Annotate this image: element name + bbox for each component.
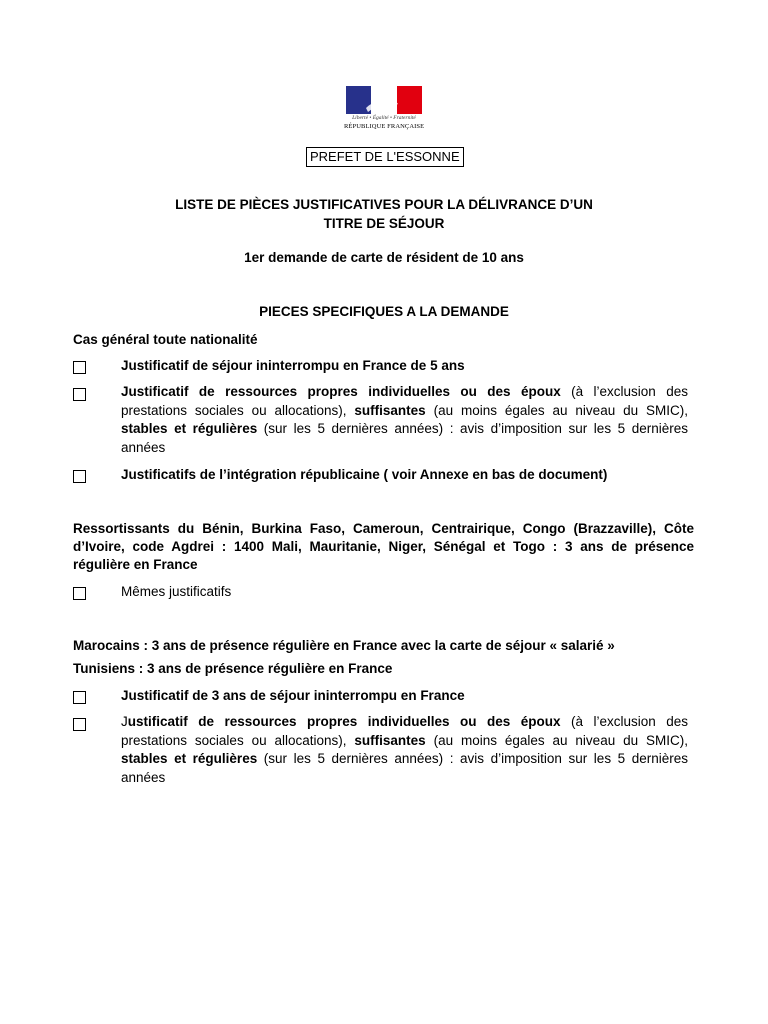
document-subtitle: 1er demande de carte de résident de 10 ans: [244, 250, 524, 265]
item-text: (sur les 5 dernières années) : avis d’imposition sur les 5 dernières années: [121, 751, 688, 785]
cas-general-item-1: Justificatif de séjour ininterrompu en France de 5 ans: [121, 358, 465, 373]
cas-general-heading: Cas général toute nationalité: [73, 332, 258, 347]
checkbox-cas-general-3[interactable]: [73, 470, 86, 483]
ressortissants-heading: Ressortissants du Bénin, Burkina Faso, Cameroun, Centrairique, Congo (Brazzaville), Côte d’Ivoire, code Agdrei : 1400 Mali, Mauritanie, Niger, Sénégal et Togo : 3 ans de présence régulière en France: [73, 521, 694, 572]
section-title: PIECES SPECIFIQUES A LA DEMANDE: [259, 304, 509, 319]
item-text: (à l’exclusion des prestations sociales ou allocations),: [121, 384, 688, 418]
maghreb-item-1: Justificatif de 3 ans de séjour ininterrompu en France: [121, 688, 465, 703]
cas-general-item-2: [121, 383, 688, 457]
title-line-2: TITRE DE SÉJOUR: [323, 216, 445, 231]
checkbox-cas-general-2[interactable]: [73, 388, 86, 401]
item-text: (au moins égales au niveau du SMIC),: [425, 402, 688, 418]
document-title: [0, 195, 768, 233]
item-bold-text: stables et régulières: [121, 421, 258, 436]
item-text: J: [121, 714, 128, 729]
ressortissants-item-1: Mêmes justificatifs: [121, 584, 232, 599]
item-bold-text: ustificatif de ressources propres individuelles ou des époux: [127, 714, 561, 729]
marocains-heading: Marocains : 3 ans de présence régulière en France avec la carte de séjour « salarié »: [73, 638, 615, 653]
marianne-profile-icon: [346, 86, 422, 114]
checkbox-maghreb-2[interactable]: [73, 718, 86, 731]
item-text: (au moins égales au niveau du SMIC),: [425, 732, 688, 748]
title-line-1: LISTE DE PIÈCES JUSTIFICATIVES POUR LA DÉLIVRANCE D’UN: [175, 197, 593, 212]
logo-republique: RÉPUBLIQUE FRANÇAISE: [344, 123, 425, 130]
item-bold-text: suffisantes: [354, 732, 426, 748]
checkbox-ressortissants-1[interactable]: [73, 587, 86, 600]
maghreb-item-2: [121, 713, 688, 787]
tunisiens-heading: Tunisiens : 3 ans de présence régulière en France: [73, 661, 393, 676]
prefet-box: PREFET DE L'ESSONNE: [306, 147, 464, 167]
item-bold-text: stables et régulières: [121, 751, 258, 766]
marianne-logo: [344, 86, 424, 136]
logo-motto: Liberté • Égalité • Fraternité: [352, 115, 416, 121]
item-bold-text: suffisantes: [354, 402, 426, 418]
item-text: (à l’exclusion des prestations sociales ou allocations),: [121, 714, 688, 748]
checkbox-cas-general-1[interactable]: [73, 361, 86, 374]
item-bold-text: Justificatif de ressources propres individuelles ou des époux: [121, 384, 561, 399]
checkbox-maghreb-1[interactable]: [73, 691, 86, 704]
cas-general-item-3: Justificatifs de l’intégration républicaine ( voir Annexe en bas de document): [121, 467, 608, 482]
item-text: (sur les 5 dernières années) : avis d’imposition sur les 5 dernières années: [121, 421, 688, 455]
